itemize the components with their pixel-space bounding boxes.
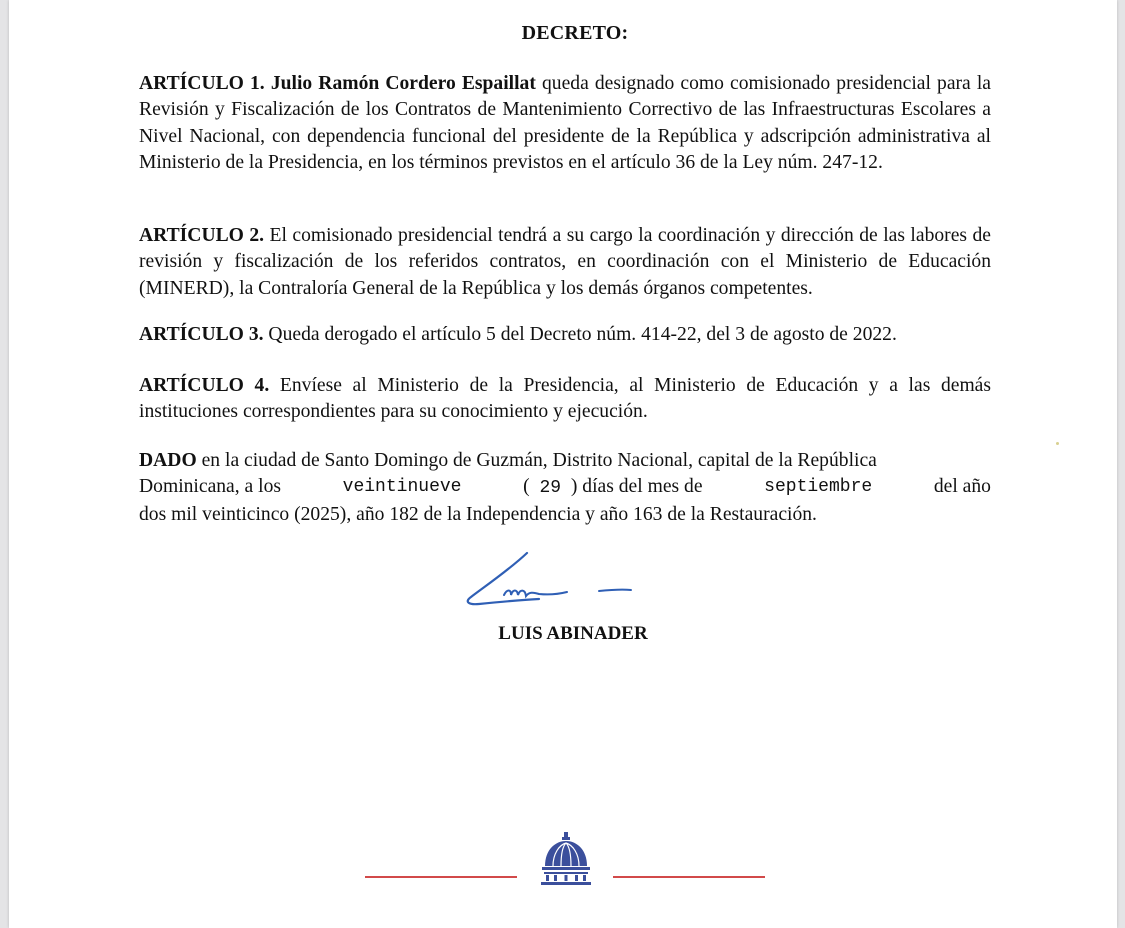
year-prefix: del año — [933, 476, 991, 498]
dado-paragraph — [139, 448, 991, 528]
article-2 — [139, 223, 991, 302]
article-3-label: ARTÍCULO 3. — [139, 324, 264, 345]
article-4-label: ARTÍCULO 4. — [139, 375, 270, 396]
signature-icon — [449, 545, 639, 615]
decree-heading: DECRETO: — [521, 22, 629, 44]
paren-open: ( — [523, 476, 530, 498]
dado-label: DADO — [139, 450, 197, 471]
paren-close: ) — [570, 476, 578, 498]
dado-line-1 — [139, 448, 991, 474]
article-1-text: queda designado como comisionado presidencial para la Revisión y Fiscalización de los Contratos de Mantenimiento Correctivo de las Infraestructuras Escolares a Nivel Nacional, con dependencia funcional del presidente de la República y adscripción administrativa al Ministerio de la Presidencia, en los términos previstos en el artículo 36 de la Ley núm. 247-12. — [139, 73, 991, 173]
article-4 — [139, 373, 991, 426]
document-page — [9, 0, 1117, 928]
article-3 — [139, 322, 991, 348]
scan-speck — [1056, 442, 1059, 445]
article-1-label: ARTÍCULO 1. — [139, 73, 265, 94]
footer-rule-right — [613, 876, 765, 878]
month: septiembre — [764, 477, 873, 498]
day-number-group — [523, 474, 702, 501]
dado-line-1-text: en la ciudad de Santo Domingo de Guzmán, Distrito Nacional, capital de la República — [201, 450, 877, 471]
signer-name: LUIS ABINADER — [498, 623, 648, 644]
seal-icon — [537, 832, 595, 886]
footer-rule-left — [365, 876, 517, 878]
article-4-text: Envíese al Ministerio de la Presidencia, al Ministerio de Educación y a las demás instituciones correspondientes para su conocimiento y ejecución. — [139, 375, 992, 423]
dado-line-3: dos mil veinticinco (2025), año 182 de la Independencia y año 163 de la Restauración. — [139, 503, 817, 525]
article-1 — [139, 71, 991, 176]
article-2-text: El comisionado presidencial tendrá a su cargo la coordinación y dirección de las labores de revisión y fiscalización de los referidos contratos, en coordinación con el Ministerio de Educación (MINERD), la Contraloría General de la República y los demás órganos competentes. — [139, 225, 991, 299]
day-words: veintinueve — [342, 477, 462, 498]
designee-name: Julio Ramón Cordero Espaillat — [270, 73, 536, 94]
dado-line-2 — [139, 474, 991, 501]
article-3-text: Queda derogado el artículo 5 del Decreto núm. 414-22, del 3 de agosto de 2022. — [268, 324, 897, 345]
dado-prefix: Dominicana, a los — [139, 476, 282, 498]
month-prefix: días del mes de — [582, 476, 703, 498]
article-2-label: ARTÍCULO 2. — [139, 225, 265, 246]
day-number: 29 — [539, 478, 562, 499]
